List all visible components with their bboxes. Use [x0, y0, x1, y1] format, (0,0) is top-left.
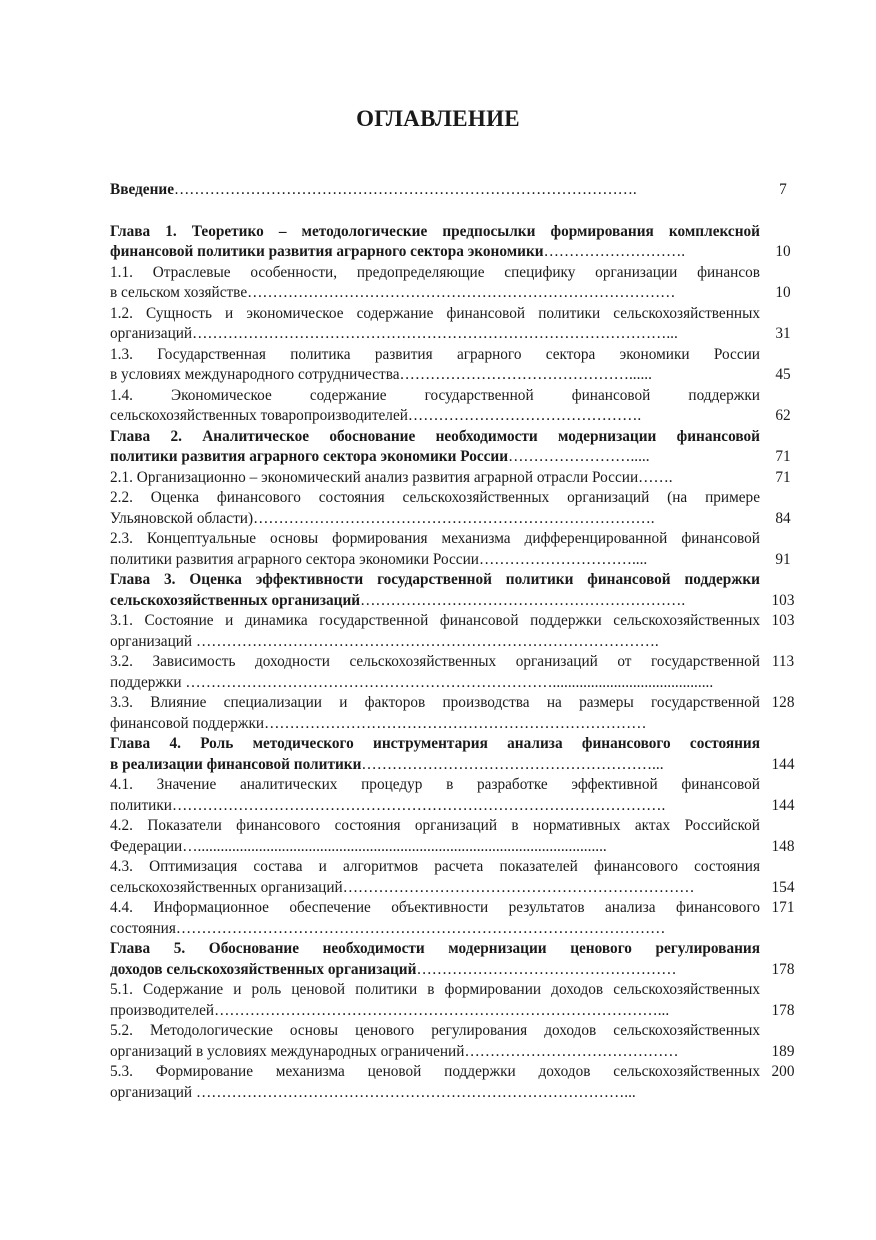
toc-entry-text: 5.1. Содержание и роль ценовой политики в формировании доходов сельскохозяйственных [110, 981, 760, 998]
page-title: ОГЛАВЛЕНИЕ [356, 106, 520, 131]
toc-entry-line [110, 263, 760, 284]
toc-entry-line [110, 837, 760, 858]
toc-dot-leader: ……………………………………………………………………………... [214, 1001, 670, 1019]
toc-entry-text: сельскохозяйственных товаропроизводителей [110, 407, 408, 424]
toc-entry-line [110, 796, 760, 817]
toc-entry-text: 4.4. Информационное обеспечение объективности результатов анализа финансового [110, 899, 760, 916]
toc-dot-leader: ……………………..... [508, 448, 650, 465]
toc-entry-line [110, 857, 760, 878]
toc-entry-text: 4.1. Значение аналитических процедур в разработке эффективной финансовой [110, 776, 760, 793]
toc-entry-text: Глава 5. Обоснование необходимости модернизации ценового регулирования [110, 940, 760, 957]
toc-entry-text: Глава 2. Аналитическое обоснование необходимости модернизации финансовой [110, 427, 760, 445]
toc-page-number: 154 [771, 878, 795, 896]
toc-page-number: 128 [771, 694, 795, 711]
toc-page-number: 84 [775, 509, 791, 527]
toc-entry-text: финансовой политики развития аграрного сектора экономики [110, 243, 544, 260]
toc-entry-line [110, 734, 760, 755]
toc-entry-text: финансовой поддержки [110, 714, 265, 732]
toc-page-number: 71 [775, 468, 791, 486]
toc-dot-leader: ……. [638, 468, 673, 486]
toc-section-entry [110, 898, 806, 939]
toc-page-number: 103 [771, 612, 795, 629]
toc-entry-line [110, 222, 760, 243]
toc-entry-text: 1.4. Экономическое содержание государственной финансовой поддержки [110, 386, 760, 404]
toc-dot-leader: …………………………………………………………………………... [195, 1083, 636, 1101]
toc-page-number: 7 [779, 181, 787, 198]
toc-entry-line [110, 939, 760, 960]
toc-entry-line [110, 550, 760, 571]
toc-section-entry [110, 345, 806, 386]
toc-dot-leader: ……………………………………………………………………. [253, 509, 655, 527]
toc-page-number: 113 [771, 653, 795, 670]
toc-entry-text: сельскохозяйственных организаций [110, 591, 361, 609]
toc-entry-line [110, 1001, 760, 1022]
toc-entry-line [110, 468, 760, 489]
toc-dot-leader: …........................................................................................................... [182, 837, 607, 855]
toc-dot-leader: ………………………….... [478, 550, 648, 568]
toc-dot-leader: ………………………………………...... [399, 366, 652, 383]
toc-page-number: 144 [771, 796, 795, 814]
toc-page-number: 144 [771, 755, 795, 773]
toc-entry-text: политики развития аграрного сектора экономики России [110, 550, 479, 568]
toc-dot-leader: ………………………………………………………………………………. [174, 181, 637, 198]
toc-entry-line [110, 529, 760, 550]
toc-entry-text: организаций [110, 325, 193, 342]
toc-entry-text: 3.3. Влияние специализации и факторов производства на размеры государственной [110, 694, 760, 711]
toc-entry-line [110, 570, 760, 591]
toc-entry-line [110, 1042, 760, 1063]
toc-entry-line [110, 816, 760, 837]
toc-entry-text: 2.2. Оценка финансового состояния сельскохозяйственных организаций (на примере [110, 489, 760, 506]
toc-page-number: 91 [775, 550, 791, 568]
toc-entry-line [110, 427, 760, 448]
toc-dot-leader: …………………………………………………………………………………… [175, 919, 666, 937]
toc-entry-line [110, 714, 760, 735]
toc-entry-line [110, 283, 760, 304]
toc-entry-text: организаций [110, 1083, 196, 1101]
toc-section-entry [110, 468, 806, 489]
toc-section-entry [110, 816, 806, 857]
toc-dot-leader: …………………………………… [464, 1042, 679, 1060]
toc-entry-line [110, 1021, 760, 1042]
toc-dot-leader: …………………………………………………………… [342, 878, 695, 896]
toc-page-number: 200 [771, 1063, 795, 1080]
toc-chapter-entry [110, 222, 806, 263]
toc-dot-leader: ………………………………………. [407, 407, 642, 424]
toc-entry-text: 2.1. Организационно – экономический анализ развития аграрной отрасли России [110, 468, 639, 486]
toc-entry-text: 1.1. Отраслевые особенности, предопределяющие специфику организации финансов [110, 263, 760, 281]
toc-section-entry [110, 611, 806, 652]
toc-entry-line [110, 1083, 760, 1104]
toc-entry-text: в условиях международного сотрудничества [110, 366, 400, 383]
toc-entry-text: Глава 4. Роль методического инструментария анализа финансового состояния [110, 735, 760, 752]
toc-dot-leader: ………………………. [543, 243, 686, 260]
toc-section-entry [110, 775, 806, 816]
toc-entry-line [110, 632, 760, 653]
toc-chapter-entry [110, 180, 806, 201]
toc-entry-line [110, 878, 760, 899]
toc-entry-line [110, 980, 760, 1001]
toc-section-entry [110, 693, 806, 734]
toc-entry-line [110, 345, 760, 366]
toc-entry-text: 1.2. Сущность и экономическое содержание финансовой политики сельскохозяйственных [110, 304, 760, 322]
toc-entry-line [110, 755, 760, 776]
toc-entry-text: организаций в условиях международных ограничений [110, 1042, 465, 1060]
toc-dot-leader: …………………………………………… [416, 960, 677, 978]
toc-entry-line [110, 775, 760, 796]
toc-page-number: 171 [771, 899, 795, 916]
toc-entry-line [110, 652, 760, 673]
toc-chapter-entry [110, 939, 806, 980]
toc-entry-text: сельскохозяйственных организаций [110, 878, 343, 896]
toc-entry-text: 2.3. Концептуальные основы формирования механизма дифференцированной финансовой [110, 530, 760, 547]
toc-page-number: 31 [775, 325, 791, 342]
toc-entry-text: 3.1. Состояние и динамика государственной финансовой поддержки сельскохозяйственных [110, 612, 760, 629]
toc-entry-line [110, 509, 760, 530]
toc-chapter-entry [110, 734, 806, 775]
toc-entry-text: поддержки [110, 673, 186, 691]
toc-dot-leader: ……………………………………………………………….......................................... [185, 673, 714, 691]
toc-page-number: 10 [775, 243, 791, 260]
toc-page-number: 148 [771, 837, 795, 855]
toc-page-number: 178 [771, 960, 795, 978]
toc-section-entry [110, 1021, 806, 1062]
toc-chapter-entry [110, 570, 806, 611]
toc-entry-text: производителей [110, 1001, 215, 1019]
toc-entry-line [110, 180, 760, 201]
toc-entry-line [110, 611, 760, 632]
toc-dot-leader: ………………………………………………………………………………. [195, 632, 659, 650]
toc-page-number: 10 [775, 284, 791, 301]
toc-dot-leader: ………………………………………………………. [360, 591, 686, 609]
toc-section-entry [110, 980, 806, 1021]
toc-entry-line [110, 919, 760, 940]
toc-entry-text: 5.3. Формирование механизма ценовой поддержки доходов сельскохозяйственных [110, 1063, 760, 1080]
toc-entry-line [110, 304, 760, 325]
toc-entry-line [110, 1062, 760, 1083]
toc-entry-text: Глава 3. Оценка эффективности государственной политики финансовой поддержки [110, 571, 760, 588]
toc-entry-line [110, 488, 760, 509]
toc-section-entry [110, 263, 806, 304]
toc-entry-text: 5.2. Методологические основы ценового регулирования доходов сельскохозяйственных [110, 1022, 760, 1039]
toc-page-number: 178 [771, 1001, 795, 1019]
toc-page-number: 189 [771, 1042, 795, 1060]
toc-section-entry [110, 652, 806, 693]
toc-section-entry [110, 386, 806, 427]
toc-entry-text: организаций [110, 632, 196, 650]
toc-section-entry [110, 1062, 806, 1103]
toc-entry-line [110, 693, 760, 714]
toc-entry-line [110, 673, 760, 694]
toc-entry-text: политики [110, 796, 172, 814]
toc-chapter-entry [110, 427, 806, 468]
toc-entry-text: доходов сельскохозяйственных организаций [110, 960, 417, 978]
toc-section-entry [110, 304, 806, 345]
toc-dot-leader: ………………………………………………………………………… [247, 284, 676, 301]
toc-section-entry [110, 488, 806, 529]
toc-entry-line [110, 898, 760, 919]
toc-entry-text: Глава 1. Теоретико – методологические предпосылки формирования комплексной [110, 222, 760, 240]
toc-entry-line [110, 242, 760, 263]
toc-dot-leader: …………………………………………………………………………………... [192, 325, 678, 342]
toc-entry-text: Федерации [110, 837, 183, 855]
toc-entry-text: Введение [110, 181, 174, 198]
toc-page-number: 62 [775, 407, 791, 424]
toc-entry-text: 4.3. Оптимизация состава и алгоритмов расчета показателей финансового состояния [110, 858, 760, 875]
toc-entry-line [110, 324, 760, 345]
toc-entry-text: 4.2. Показатели финансового состояния организаций в нормативных актах Российской [110, 817, 760, 834]
toc-entry-line [110, 960, 760, 981]
toc-entry-line [110, 447, 760, 468]
toc-entry-text: состояния [110, 919, 176, 937]
toc-entry-text: 3.2. Зависимость доходности сельскохозяйственных организаций от государственной [110, 653, 760, 670]
toc-section-entry [110, 529, 806, 570]
toc-dot-leader: …………………………………………………... [361, 755, 664, 773]
toc-page-number: 103 [771, 591, 795, 609]
toc-section-entry [110, 857, 806, 898]
toc-entry-text: 1.3. Государственная политика развития аграрного сектора экономики России [110, 345, 760, 363]
toc-dot-leader: ……………………………………………………………………………………. [171, 796, 666, 814]
toc-entry-line [110, 406, 760, 427]
toc-page-number: 71 [775, 448, 791, 465]
table-of-contents [110, 180, 806, 1103]
toc-entry-line [110, 365, 760, 386]
toc-entry-text: в реализации финансовой политики [110, 755, 362, 773]
toc-page-number: 45 [775, 366, 791, 383]
toc-dot-leader: ………………………………………………………………… [264, 714, 647, 732]
toc-entry-text: в сельском хозяйстве [110, 284, 248, 301]
toc-entry-text: Ульяновской области) [110, 509, 254, 527]
toc-entry-line [110, 591, 760, 612]
toc-entry-line [110, 386, 760, 407]
toc-entry-text: политики развития аграрного сектора экономики России [110, 448, 509, 465]
